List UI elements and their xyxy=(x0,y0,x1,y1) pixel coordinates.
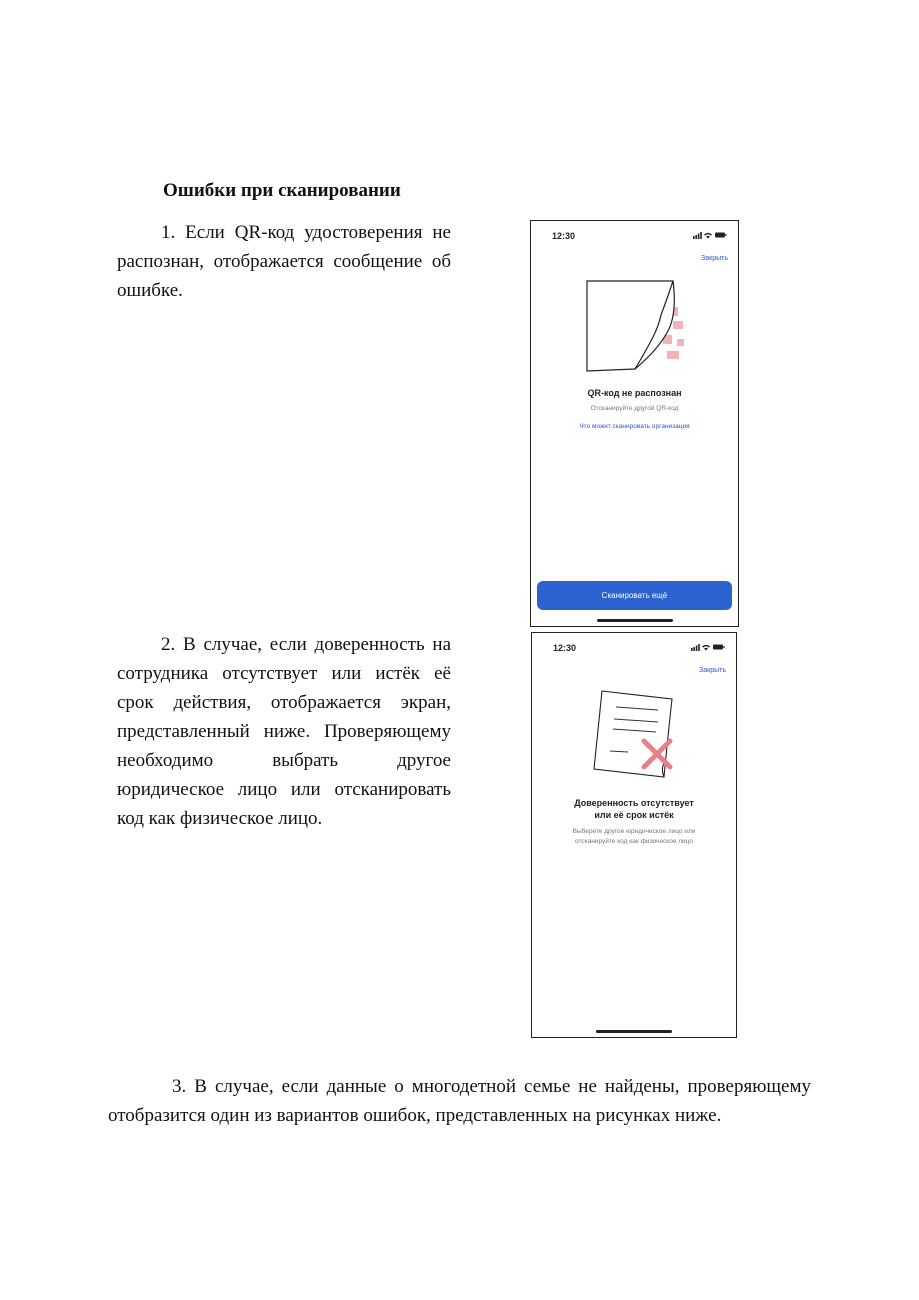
home-indicator xyxy=(597,619,673,622)
section-heading: Ошибки при сканировании xyxy=(163,180,401,201)
what-can-scan-link[interactable]: Что может сканировать организация xyxy=(579,423,690,430)
error-subtitle-line2: отсканируйте код как физическое лицо xyxy=(575,838,693,845)
paragraph-family-not-found: 3. В случае, если данные о многодетной семье не найдены, проверяющему отобразится один из вариантов ошибок, представленных на рисунках ниже. xyxy=(108,1076,811,1126)
error-subtitle-line1: Выберете другое юридическое лицо или xyxy=(572,828,696,835)
scan-again-button[interactable]: Сканировать ещё xyxy=(537,581,732,610)
paragraph-proxy-missing: 2. В случае, если доверенность на сотрудника отсутствует или истёк её срок действия, отображается экран, представленный ниже. Проверяющему необходимо выбрать другое юридическое лицо или отсканировать код как физическое лицо. xyxy=(117,634,451,829)
error-title: QR-код не распознан xyxy=(587,388,682,398)
close-link[interactable]: Закрыть xyxy=(701,255,728,262)
status-time: 12:30 xyxy=(552,231,576,241)
close-link[interactable]: Закрыть xyxy=(699,667,726,674)
home-indicator xyxy=(596,1030,672,1033)
document-cross-icon xyxy=(586,685,686,785)
curled-page-qr-icon xyxy=(581,277,691,379)
phone-screenshot-qr-error xyxy=(530,220,739,627)
paragraph-qr-not-recognized: 1. Если QR-код удостоверения не распознан, отображается сообщение об ошибке. xyxy=(117,222,451,301)
status-icons xyxy=(691,643,725,653)
error-subtitle: Отсканируйте другой QR-код xyxy=(590,405,679,412)
phone-screenshot-proxy-error xyxy=(531,632,737,1038)
error-title-line1: Доверенность отсутствует xyxy=(574,798,694,808)
signal-wifi-battery-icon xyxy=(693,231,727,239)
error-title-line2: или её срок истёк xyxy=(594,810,674,820)
signal-wifi-battery-icon xyxy=(691,643,725,651)
status-time: 12:30 xyxy=(553,643,577,653)
status-icons xyxy=(693,231,727,241)
